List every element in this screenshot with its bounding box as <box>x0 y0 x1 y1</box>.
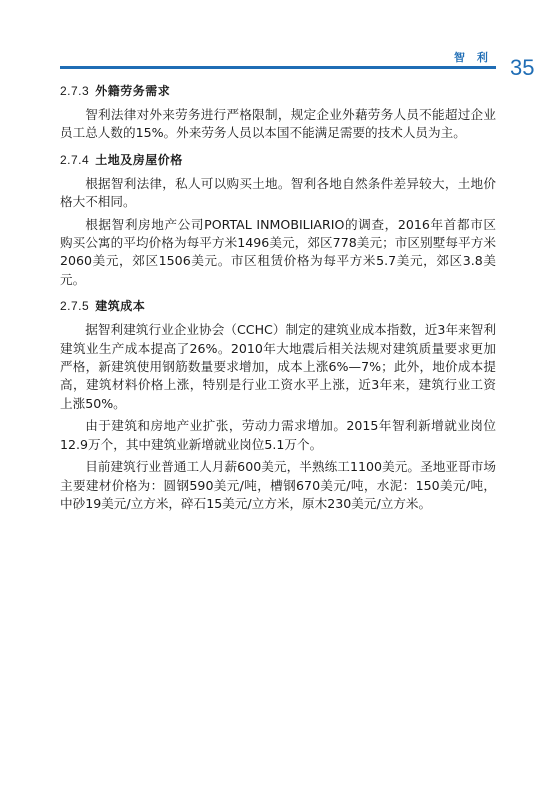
paragraph: 目前建筑行业普通工人月薪600美元，半熟练工1100美元。圣地亚哥市场主要建材价格为：圆钢590美元/吨，槽钢670美元/吨，水泥：150美元/吨，中砂19美元/立方米，碎石15美元/立方米，原木230美元/立方米。 <box>60 459 496 511</box>
section-heading <box>60 151 496 169</box>
page-number: 35 <box>510 55 535 80</box>
section-2-7-5 <box>60 297 496 513</box>
paragraph: 智利法律对外来劳务进行严格限制，规定企业外藉劳务人员不能超过企业员工总人数的15%。外来劳务人员以本国不能满足需要的技术人员为主。 <box>60 107 496 141</box>
section-title: 土地及房屋价格 <box>95 152 183 167</box>
section-number: 2.7.4 <box>60 152 90 167</box>
paragraph: 据智利建筑行业企业协会（CCHC）制定的建筑业成本指数，近3年来智利建筑业生产成本提高了26%。2010年大地震后相关法规对建筑质量要求更加严格，新建筑使用钢筋数量要求增加，成本上涨6%—7%；此外，地价成本提高，建筑材料价格上涨，特别是行业工资水平上涨，近3年来，建筑行业工资上涨50%。 <box>60 322 496 411</box>
section-2-7-4 <box>60 151 496 289</box>
running-header: 智 利 <box>454 51 492 64</box>
paragraph: 由于建筑和房地产业扩张，劳动力需求增加。2015年智利新增就业岗位12.9万个，其中建筑业新增就业岗位5.1万个。 <box>60 418 496 452</box>
paragraph: 根据智利法律，私人可以购买土地。智利各地自然条件差异较大，土地价格大不相同。 <box>60 175 496 210</box>
section-number: 2.7.5 <box>60 299 90 314</box>
header-rule <box>60 66 496 69</box>
section-2-7-3 <box>60 82 496 143</box>
section-heading <box>60 82 496 100</box>
section-title: 建筑成本 <box>95 299 146 314</box>
section-heading <box>60 297 496 315</box>
page-body <box>60 82 496 521</box>
paragraph: 根据智利房地产公司PORTAL INMOBILIARIO的调查，2016年首都市区购买公寓的平均价格为每平方米1496美元，郊区778美元；市区别墅每平方米2060美元，郊区1506美元。市区租赁价格为每平方米5.7美元，郊区3.8美元。 <box>60 216 496 287</box>
section-title: 外籍劳务需求 <box>95 84 171 98</box>
section-number: 2.7.3 <box>60 84 90 98</box>
